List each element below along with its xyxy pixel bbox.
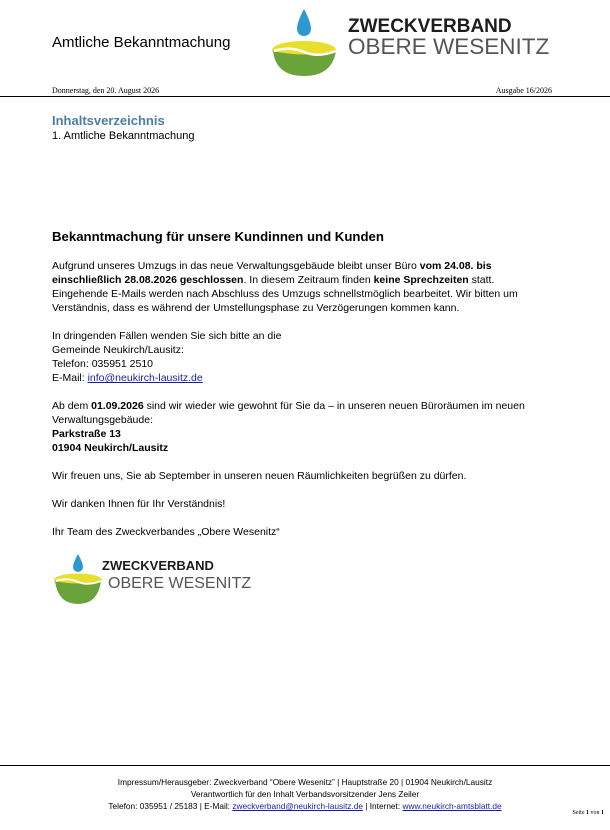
header-title: Amtliche Bekanntmachung — [52, 34, 231, 51]
article-title: Bekanntmachung für unsere Kundinnen und Kunden — [52, 229, 384, 244]
paragraph-closure: Aufgrund unseres Umzugs in das neue Verwaltungsgebäude bleibt unser Büro vom 24.08. bis einschließlich 28.08.2026 geschlossen. In diesem Zeitraum finden keine Sprechzeiten statt. Eingehende E-Mails werden nach Abschluss des Umzugs schnellstmöglich bearbeitet. Wir bitten um Verständnis, dass es während der Umstellungsphase zu Verzögerungen kommen kann. — [52, 260, 518, 314]
paragraph-contact: In dringenden Fällen wenden Sie sich bitte an die Gemeinde Neukirch/Lausitz: Telefon: 035951 2510 E-Mail: info@neukirch-lausitz.de — [52, 330, 282, 384]
page-number: Seite 1 von 1 — [572, 810, 604, 816]
paragraph-signature: Ihr Team des Zweckverbandes „Obere Wesenitz“ — [52, 526, 280, 538]
issue-date: Donnerstag, den 20. August 2026 — [52, 86, 160, 95]
logo-text-line2: OBERE WESENITZ — [348, 34, 550, 59]
header-divider — [0, 96, 610, 97]
water-drop-icon — [297, 9, 311, 36]
toc-heading: Inhaltsverzeichnis — [52, 113, 165, 128]
address-city: 01904 Neukirch/Lausitz — [52, 442, 169, 454]
zweckverband-logo-small — [52, 552, 252, 608]
paragraph-reopening: Ab dem 01.09.2026 sind wir wieder wie gewohnt für Sie da – in unseren neuen Büroräumen im neuen Verwaltungsgebäude: Parkstraße 13 01904 Neukirch/Lausitz — [52, 400, 525, 454]
svg-text:OBERE WESENITZ: OBERE WESENITZ — [108, 575, 252, 592]
zweckverband-logo — [270, 6, 560, 80]
issue-number: Ausgabe 16/2026 — [495, 86, 552, 95]
footer-web-link[interactable]: www.neukirch-amtsblatt.de — [402, 801, 502, 811]
water-drop-icon — [73, 554, 83, 572]
paragraph-thanks: Wir danken Ihnen für Ihr Verständnis! — [52, 498, 226, 510]
footer-email-link[interactable]: zweckverband@neukirch-lausitz.de — [232, 801, 363, 811]
logo-text-line1: ZWECKVERBAND — [348, 16, 512, 37]
footer-imprint: Impressum/Herausgeber: Zweckverband “Obere Wesenitz” | Hauptstraße 20 | 01904 Neukirch/Lausitz Verantwortlich für den Inhalt Verbandsvorsitzender Jens Zeiler Telefon: 035951 / 25183 | E-Mail: zweckverband@neukirch-lausitz.de | Internet: www.neukirch-amtsblatt.de — [108, 777, 502, 811]
svg-text:ZWECKVERBAND: ZWECKVERBAND — [102, 558, 214, 573]
article — [52, 229, 542, 553]
paragraph-welcome: Wir freuen uns, Sie ab September in unseren neuen Räumlichkeiten begrüßen zu dürfen. — [52, 470, 467, 482]
footer-divider — [0, 765, 610, 766]
toc-item[interactable]: 1. Amtliche Bekanntmachung — [52, 130, 195, 142]
address-street: Parkstraße 13 — [52, 428, 121, 440]
contact-email-link[interactable]: info@neukirch-lausitz.de — [87, 372, 203, 384]
